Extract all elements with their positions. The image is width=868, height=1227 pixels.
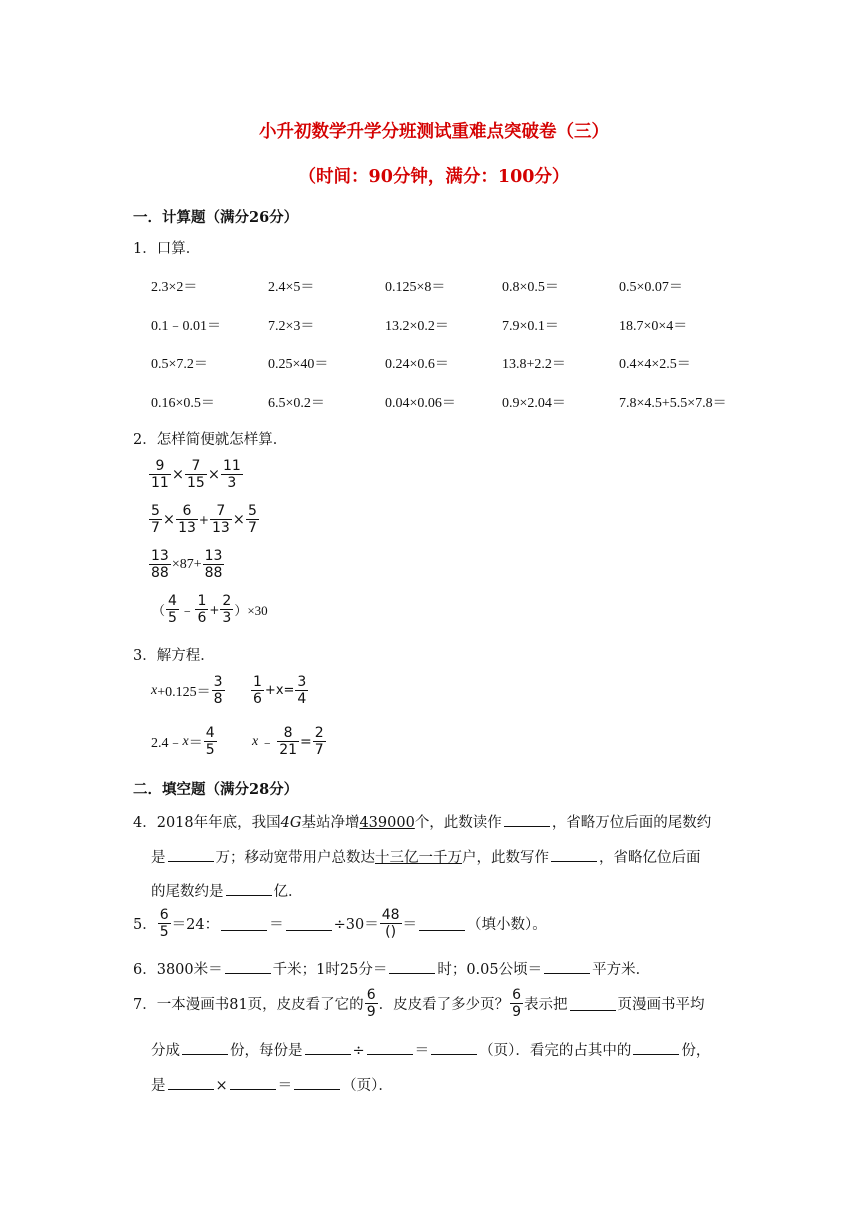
answer-blank[interactable] <box>168 1075 214 1090</box>
answer-blank[interactable] <box>367 1040 413 1055</box>
operator: ﹣ <box>179 603 195 619</box>
fraction: $\frac{3}{4}$ <box>297 674 307 707</box>
fraction: $\frac{13}{88}$ <box>151 548 169 581</box>
text: ＝ <box>414 1043 430 1059</box>
expression: +x= <box>264 683 295 698</box>
text: 是 <box>151 850 166 866</box>
calc-item: 7.8×4.5+5.5×7.8＝ <box>619 396 727 411</box>
answer-blank[interactable] <box>286 916 332 931</box>
calc-item: 13.8+2.2＝ <box>502 357 566 372</box>
q4-line-2 <box>151 846 701 867</box>
fraction: $\frac{7}{13}$ <box>211 503 230 536</box>
section-1-heading: 一．计算题（满分26分） <box>133 209 299 226</box>
q6-line <box>133 958 650 979</box>
fraction: $\frac{5}{7}$ <box>151 503 160 536</box>
answer-blank[interactable] <box>504 812 550 827</box>
answer-blank[interactable] <box>182 1040 228 1055</box>
text: （页）．看完的占其中的 <box>479 1043 632 1059</box>
text: 分成 <box>151 1043 180 1059</box>
answer-blank[interactable] <box>226 881 272 896</box>
answer-blank[interactable] <box>419 916 465 931</box>
text: 6．3800米＝ <box>133 962 223 978</box>
q3-equation-1 <box>151 674 226 707</box>
operator: ×87+ <box>171 556 202 572</box>
text: 户，此数写作 <box>462 850 549 866</box>
fraction: $\frac{13}{88}$ <box>204 548 223 581</box>
fraction: $\frac{8}{21}$ <box>279 725 298 758</box>
fraction: $\frac{4}{5}$ <box>168 593 177 626</box>
variable: x <box>151 682 158 698</box>
fraction: $\frac{7}{15}$ <box>186 458 205 491</box>
q2-expression-2 <box>148 503 260 536</box>
q7-line-1 <box>133 987 705 1020</box>
text: 5． <box>133 917 157 933</box>
answer-blank[interactable] <box>633 1040 679 1055</box>
paren: （ <box>152 604 166 619</box>
calc-item: 0.16×0.5＝ <box>151 396 215 411</box>
calc-item: 2.3×2＝ <box>151 280 198 295</box>
text: 4．2018年年底，我国 <box>133 815 281 831</box>
text: 个，此数读作 <box>414 815 502 831</box>
operator: ＝ <box>188 735 203 751</box>
answer-blank[interactable] <box>389 959 435 974</box>
operator: + <box>198 512 209 527</box>
page-subtitle: （时间：90分钟，满分：100分） <box>298 167 570 187</box>
answer-blank[interactable] <box>431 1040 477 1055</box>
calc-item: 2.4×5＝ <box>268 280 315 295</box>
answer-blank[interactable] <box>294 1075 340 1090</box>
variable: x <box>252 733 259 749</box>
underlined-number: 十三亿一千万 <box>375 850 462 866</box>
q2-expression-4 <box>152 593 268 626</box>
answer-blank[interactable] <box>570 996 616 1011</box>
variable: x <box>182 733 189 749</box>
text: 份，每份是 <box>230 1043 303 1059</box>
operator: = <box>300 733 312 750</box>
section-2-heading: 二．填空题（满分28分） <box>133 781 299 798</box>
fraction: $\frac{1}{6}$ <box>253 674 262 707</box>
calc-item: 0.8×0.5＝ <box>502 280 559 295</box>
answer-blank[interactable] <box>551 847 597 862</box>
text: ＝ <box>402 917 418 933</box>
text: ，省略亿位后面 <box>599 850 701 866</box>
fraction: $\frac{9}{11}$ <box>151 458 169 491</box>
text: 7．一本漫画书81页，皮皮看了它的 <box>133 997 364 1013</box>
q4-line-1 <box>133 811 711 832</box>
answer-blank[interactable] <box>230 1075 276 1090</box>
text: 万；移动宽带用户总数达 <box>215 850 375 866</box>
expression: +0.125＝ <box>157 684 211 700</box>
fraction: $\frac{11}{3}$ <box>222 458 241 491</box>
text: 亿． <box>273 884 303 900</box>
answer-blank[interactable] <box>168 847 214 862</box>
operator: × <box>207 466 220 483</box>
text: 平方米． <box>592 962 651 978</box>
fraction: $\frac{6}{9}$ <box>366 987 376 1020</box>
calc-item: 13.2×0.2＝ <box>385 319 449 334</box>
fraction: $\frac{5}{7}$ <box>247 503 257 536</box>
text: 基站净增 <box>301 815 360 831</box>
q2-expression-1 <box>148 458 244 491</box>
calc-item: 0.9×2.04＝ <box>502 396 566 411</box>
fraction: $\frac{6}{13}$ <box>178 503 196 536</box>
operator: + <box>209 602 220 617</box>
text: ÷ <box>352 1043 365 1059</box>
calc-item: 0.04×0.06＝ <box>385 396 456 411</box>
calc-item: 0.24×0.6＝ <box>385 357 449 372</box>
text: × <box>215 1078 228 1094</box>
q4-line-3 <box>151 880 303 901</box>
text: 页漫画书平均 <box>617 997 705 1013</box>
text: （页）． <box>342 1078 393 1094</box>
text: ，省略万位后面的尾数约 <box>551 815 712 831</box>
answer-blank[interactable] <box>225 959 271 974</box>
fraction: $\frac{1}{6}$ <box>197 593 207 626</box>
text: 表示把 <box>524 997 568 1013</box>
q2-label: 2．怎样简便就怎样算． <box>133 432 288 448</box>
fraction: $\frac{4}{5}$ <box>205 725 215 758</box>
text: 时；0.05公顷＝ <box>437 962 543 978</box>
fraction: $\frac{48}{()}$ <box>381 907 400 940</box>
operator: × <box>162 511 176 528</box>
text: 是 <box>151 1078 166 1094</box>
calc-item: 7.2×3＝ <box>268 319 315 334</box>
text: 份， <box>681 1043 711 1059</box>
text: （填小数）。 <box>467 917 547 933</box>
text: 的尾数约是 <box>151 884 224 900</box>
calc-item: 7.9×0.1＝ <box>502 319 559 334</box>
calc-item: 0.125×8＝ <box>385 280 446 295</box>
fraction: $\frac{3}{8}$ <box>213 674 223 707</box>
text: ＝ <box>277 1078 293 1094</box>
expression: 2.4﹣ <box>151 735 183 751</box>
fraction: $\frac{6}{5}$ <box>159 907 169 940</box>
text: ＝24： <box>171 917 220 933</box>
fraction: $\frac{2}{3}$ <box>222 593 232 626</box>
answer-blank[interactable] <box>544 959 590 974</box>
underlined-number: 439000 <box>359 815 415 831</box>
calc-item: 0.25×40＝ <box>268 357 329 372</box>
calc-item: 18.7×0×4＝ <box>619 319 688 334</box>
operator: ﹣ <box>260 735 275 751</box>
text: ．皮皮看了多少页？ <box>378 997 510 1013</box>
calc-item: 6.5×0.2＝ <box>268 396 325 411</box>
page-title: 小升初数学升学分班测试重难点突破卷（三） <box>259 122 609 142</box>
q3-equation-2 <box>250 674 309 707</box>
calc-item: 0.5×0.07＝ <box>619 280 683 295</box>
q5-line <box>133 907 547 940</box>
answer-blank[interactable] <box>305 1040 351 1055</box>
q7-line-2 <box>151 1039 710 1060</box>
fraction: $\frac{2}{7}$ <box>314 725 324 758</box>
q3-label: 3．解方程． <box>133 648 215 664</box>
q3-equation-4 <box>252 725 327 758</box>
calc-item: 0.4×4×2.5＝ <box>619 357 691 372</box>
text: ＝ <box>269 917 284 933</box>
answer-blank[interactable] <box>221 916 267 931</box>
text: 4G <box>280 815 302 831</box>
operator: ）×30 <box>234 603 268 618</box>
q1-label: 1．口算． <box>133 241 201 257</box>
operator: × <box>171 466 184 483</box>
q2-expression-3 <box>148 548 225 581</box>
calc-item: 0.5×7.2＝ <box>151 357 208 372</box>
q3-equation-3 <box>151 725 218 758</box>
calc-item: 0.1﹣0.01＝ <box>151 319 221 334</box>
text: 千米；1时25分＝ <box>272 962 388 978</box>
fraction: $\frac{6}{9}$ <box>512 987 522 1020</box>
operator: × <box>232 511 245 528</box>
text: ÷30＝ <box>333 917 379 933</box>
q7-line-3 <box>151 1074 393 1095</box>
